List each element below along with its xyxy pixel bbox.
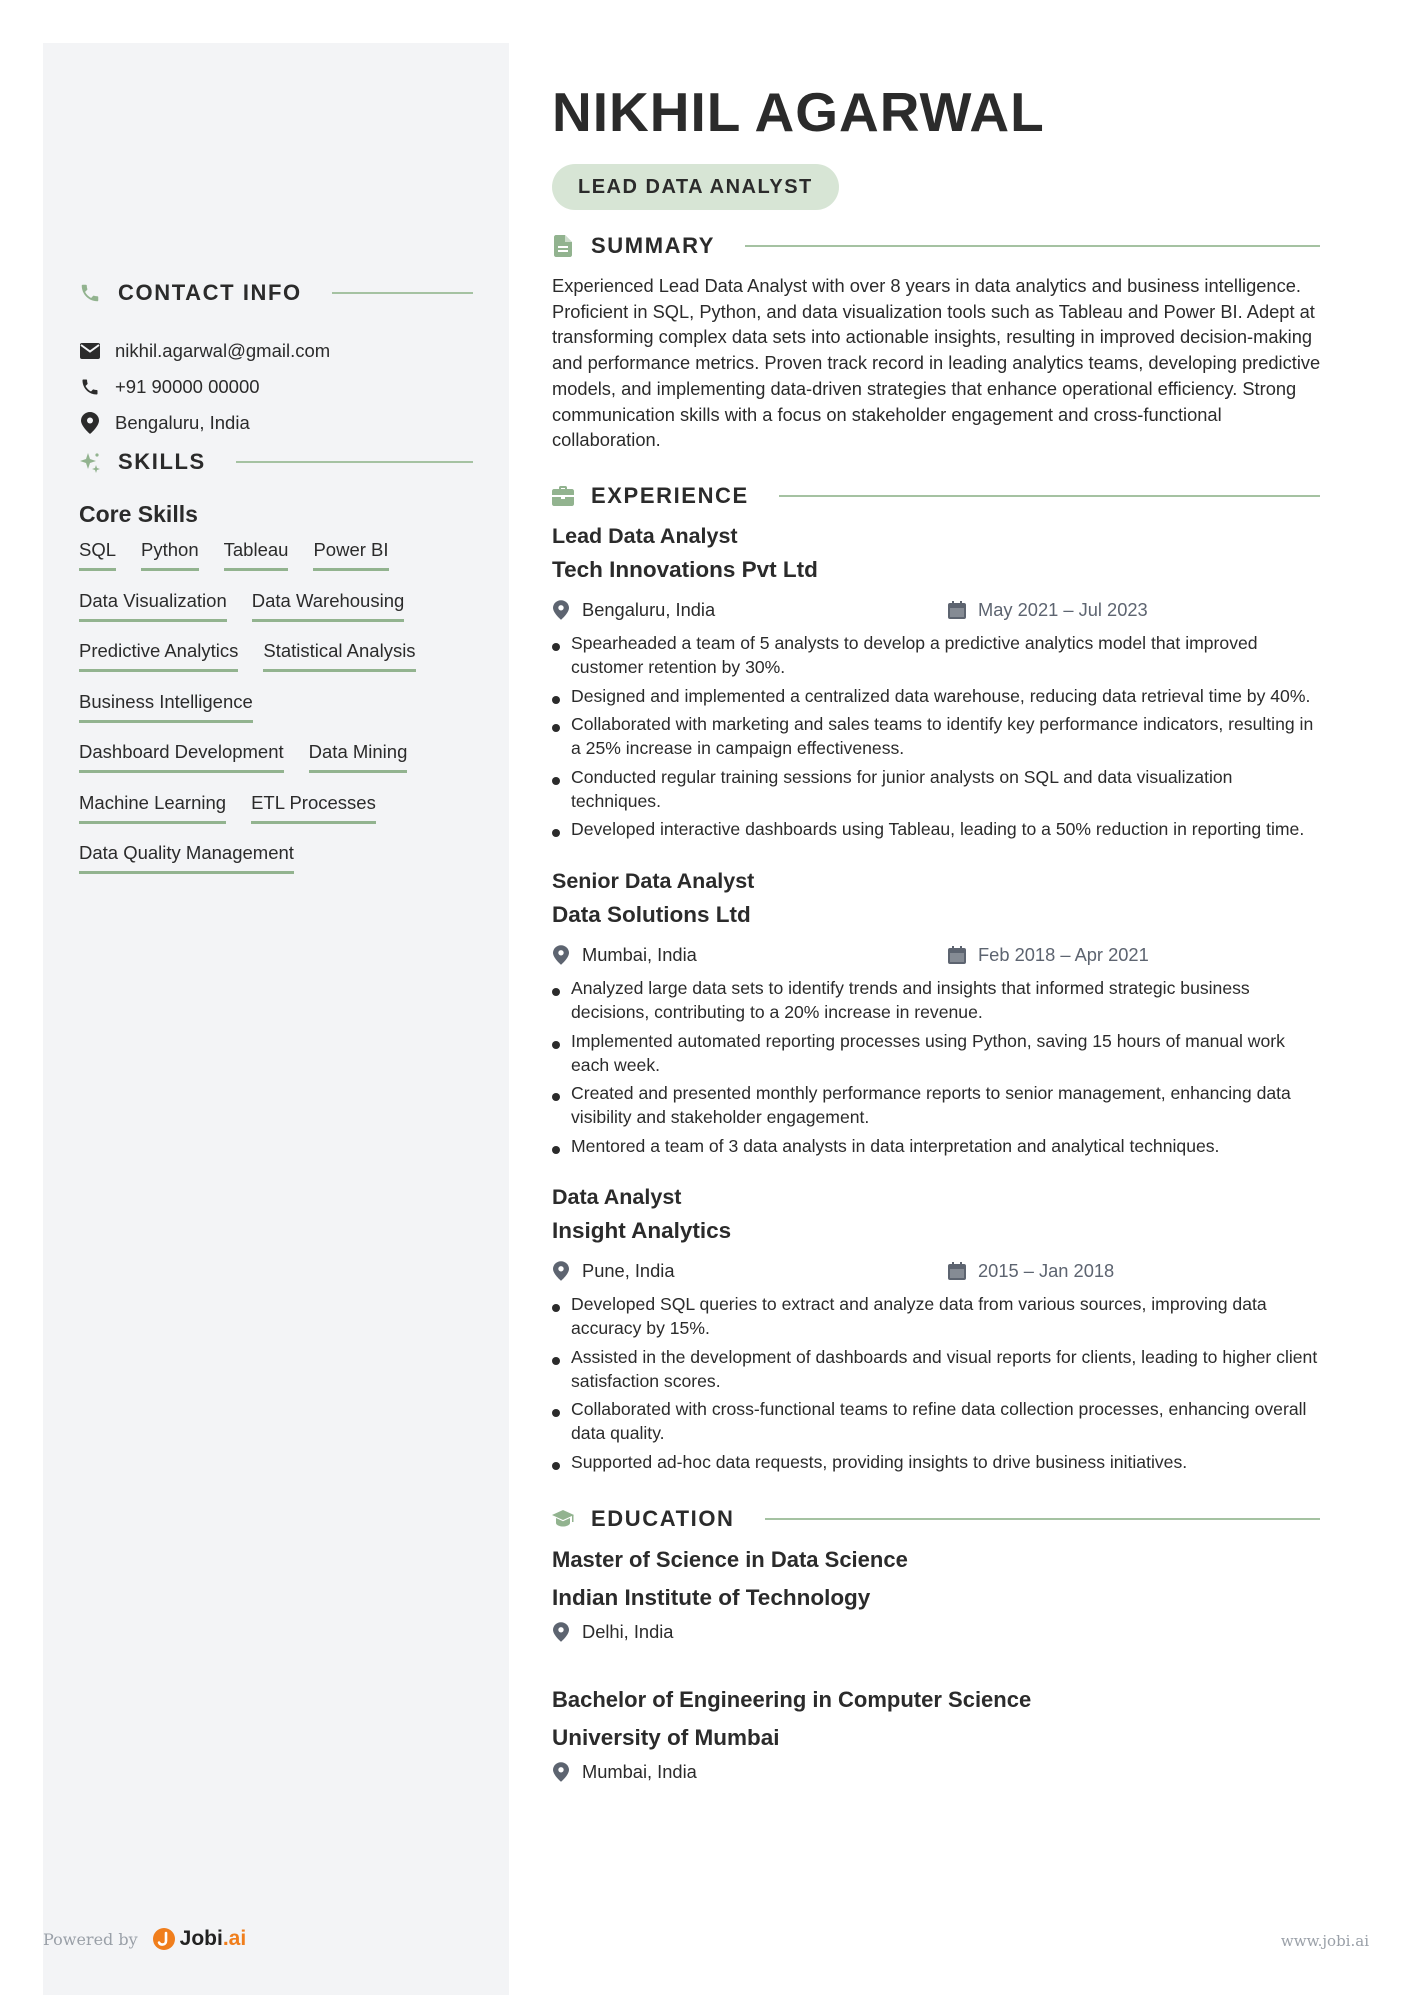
education-entry	[552, 1681, 1326, 1783]
skill-tag: Data Mining	[309, 733, 408, 773]
section-divider	[236, 461, 473, 463]
jobi-brand-suffix: .ai	[222, 1927, 247, 1950]
job-bullet: Collaborated with cross-functional teams to refine data collection processes, enhancing overall data quality.	[552, 1397, 1326, 1445]
skills-section-header	[79, 447, 473, 477]
contact-list	[79, 333, 330, 441]
skills-section-title: SKILLS	[118, 449, 206, 474]
skill-tag: Python	[141, 531, 199, 571]
job-dates	[948, 599, 1148, 621]
skill-row	[79, 733, 479, 784]
section-divider	[765, 1518, 1320, 1520]
powered-by	[43, 1927, 246, 1951]
job-bullet: Developed interactive dashboards using Tableau, leading to a 50% reduction in reporting time.	[552, 817, 1326, 841]
contact-location	[79, 405, 330, 441]
jobi-brand-main: Jobi	[179, 1927, 223, 1950]
education-section-title: EDUCATION	[591, 1506, 735, 1531]
job-location	[552, 1260, 675, 1282]
core-skills-title: Core Skills	[79, 501, 198, 527]
job-bullet: Supported ad-hoc data requests, providing insights to drive business initiatives.	[552, 1450, 1326, 1474]
job-bullet: Assisted in the development of dashboards and visual reports for clients, leading to higher client satisfaction scores.	[552, 1345, 1326, 1393]
contact-section-header	[79, 278, 473, 308]
section-divider	[779, 495, 1320, 497]
phone-icon	[79, 376, 101, 398]
sparkle-icon	[79, 451, 101, 473]
job-bullet: Mentored a team of 3 data analysts in data interpretation and analytical techniques.	[552, 1134, 1326, 1158]
phone-text[interactable]: +91 90000 00000	[115, 376, 260, 397]
section-divider	[332, 292, 473, 294]
job-bullet: Implemented automated reporting processes using Python, saving 15 hours of manual work each week.	[552, 1029, 1326, 1077]
edu-school: Indian Institute of Technology	[552, 1585, 871, 1610]
edu-degree: Master of Science in Data Science	[552, 1547, 908, 1572]
skill-tag: Machine Learning	[79, 784, 226, 824]
map-pin-icon	[552, 1261, 570, 1281]
job-dates-text: 2015 – Jan 2018	[978, 1260, 1115, 1281]
skill-tag: Predictive Analytics	[79, 632, 238, 672]
skill-tag: ETL Processes	[251, 784, 376, 824]
skill-tag: Data Warehousing	[252, 582, 405, 622]
job-bullets	[552, 631, 1326, 841]
summary-text: Experienced Lead Data Analyst with over 8 years in data analytics and business intelligence. Proficient in SQL, Python, and data visualization tools such as Tableau and Power BI. Adept at transforming complex data sets into actionable insights, resulting in improved decision-making and performance metrics. Proven track record in leading analytics teams, developing predictive models, and implementing data-driven strategies that enhance operational efficiency. Strong communication skills with a focus on stakeholder engagement and cross-functional collaboration.	[552, 275, 1321, 451]
sidebar	[43, 43, 509, 1995]
job-role: Lead Data Analyst	[552, 524, 738, 548]
email-text[interactable]: nikhil.agarwal@gmail.com	[115, 340, 331, 361]
skill-row	[79, 683, 479, 734]
job-company: Data Solutions Ltd	[552, 902, 751, 927]
location-text: Bengaluru, India	[115, 412, 250, 433]
edu-location	[552, 1621, 1326, 1643]
job-dates	[948, 944, 1149, 966]
job-dates-text: Feb 2018 – Apr 2021	[978, 944, 1149, 965]
experience-entry	[552, 520, 1326, 846]
map-pin-icon	[552, 945, 570, 965]
job-location	[552, 599, 715, 621]
powered-by-label: Powered by	[43, 1929, 138, 1949]
job-bullet: Spearheaded a team of 5 analysts to develop a predictive analytics model that improved customer retention by 30%.	[552, 631, 1326, 679]
job-location-text: Pune, India	[582, 1260, 675, 1281]
skill-tag: Business Intelligence	[79, 683, 253, 723]
map-pin-icon	[552, 1622, 570, 1642]
job-bullet: Collaborated with marketing and sales teams to identify key performance indicators, resulting in a 25% increase in campaign effectiveness.	[552, 712, 1326, 760]
job-role: Data Analyst	[552, 1185, 682, 1209]
experience-entry	[552, 1181, 1326, 1478]
skill-tag: Data Visualization	[79, 582, 227, 622]
job-meta	[552, 1256, 1326, 1290]
job-company: Tech Innovations Pvt Ltd	[552, 557, 818, 582]
skill-row	[79, 582, 479, 633]
skills-list	[79, 531, 479, 885]
skill-tag: Dashboard Development	[79, 733, 284, 773]
edu-location-text: Mumbai, India	[582, 1761, 697, 1782]
skill-tag: SQL	[79, 531, 116, 571]
edu-location	[552, 1761, 1326, 1783]
map-pin-icon	[552, 1762, 570, 1782]
briefcase-icon	[552, 485, 574, 507]
jobi-logo-icon	[152, 1927, 176, 1951]
job-meta	[552, 595, 1326, 629]
experience-section-title: EXPERIENCE	[591, 483, 749, 508]
job-bullet: Developed SQL queries to extract and analyze data from various sources, improving data accuracy by 15%.	[552, 1292, 1326, 1340]
contact-phone	[79, 369, 330, 405]
calendar-icon	[948, 1261, 966, 1281]
experience-entry	[552, 865, 1326, 1162]
phone-icon	[79, 282, 101, 304]
job-title-badge: LEAD DATA ANALYST	[552, 164, 839, 210]
skill-tag: Tableau	[224, 531, 289, 571]
job-location-text: Mumbai, India	[582, 944, 697, 965]
calendar-icon	[948, 600, 966, 620]
map-pin-icon	[79, 412, 101, 434]
contact-section-title: CONTACT INFO	[118, 280, 302, 305]
job-bullet: Conducted regular training sessions for junior analysts on SQL and data visualization techniques.	[552, 765, 1326, 813]
graduation-cap-icon	[552, 1508, 574, 1530]
skill-row	[79, 632, 479, 683]
edu-location-text: Delhi, India	[582, 1621, 674, 1642]
candidate-name: NIKHIL AGARWAL	[552, 81, 1045, 143]
edu-school: University of Mumbai	[552, 1725, 780, 1750]
contact-email	[79, 333, 330, 369]
skill-row	[79, 834, 479, 885]
website-link[interactable]: www.jobi.ai	[1280, 1932, 1369, 1950]
summary-section-header	[552, 231, 1320, 261]
job-location	[552, 944, 697, 966]
job-dates	[948, 1260, 1114, 1282]
job-location-text: Bengaluru, India	[582, 599, 716, 620]
job-company: Insight Analytics	[552, 1218, 732, 1243]
education-section-header	[552, 1504, 1320, 1534]
job-role: Senior Data Analyst	[552, 869, 755, 893]
job-bullet: Designed and implemented a centralized data warehouse, reducing data retrieval time by 40%.	[552, 684, 1326, 708]
job-bullets	[552, 1292, 1326, 1474]
skill-tag: Statistical Analysis	[263, 632, 415, 672]
job-bullet: Analyzed large data sets to identify trends and insights that informed strategic business decisions, contributing to a 20% increase in revenue.	[552, 976, 1326, 1024]
skill-row	[79, 784, 479, 835]
job-meta	[552, 940, 1326, 974]
skill-tag: Data Quality Management	[79, 834, 294, 874]
document-icon	[552, 235, 574, 257]
job-bullet: Created and presented monthly performance reports to senior management, enhancing data visibility and stakeholder engagement.	[552, 1081, 1326, 1129]
edu-degree: Bachelor of Engineering in Computer Science	[552, 1687, 1032, 1712]
skill-row	[79, 531, 479, 582]
envelope-icon	[79, 340, 101, 362]
jobi-brand	[180, 1927, 247, 1951]
section-divider	[745, 245, 1320, 247]
skill-tag: Power BI	[313, 531, 388, 571]
calendar-icon	[948, 945, 966, 965]
map-pin-icon	[552, 600, 570, 620]
jobi-logo[interactable]	[152, 1927, 247, 1951]
job-bullets	[552, 976, 1326, 1158]
experience-section-header	[552, 481, 1320, 511]
education-entry	[552, 1541, 1326, 1643]
summary-section-title: SUMMARY	[591, 233, 716, 258]
job-dates-text: May 2021 – Jul 2023	[978, 599, 1148, 620]
